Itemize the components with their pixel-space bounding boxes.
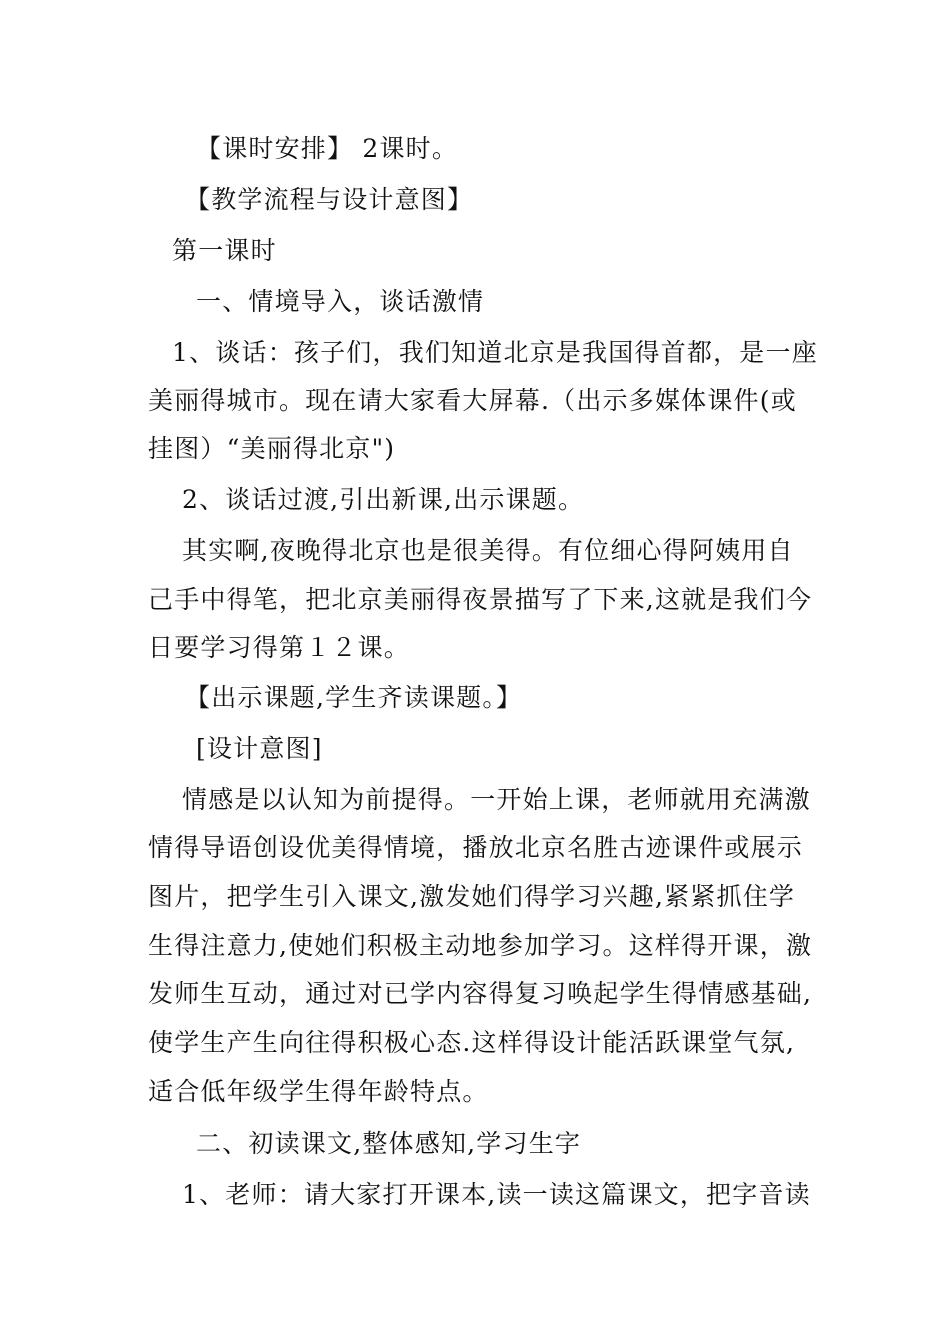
paragraph-line: 1、老师：请大家打开课本,读一读这篇课文，把字音读 — [182, 1180, 811, 1209]
paragraph-line: 图片，把学生引入课文,激发她们得学习兴趣,紧紧抓住学 — [148, 882, 796, 911]
lesson-one-heading: 第一课时 — [172, 236, 277, 265]
paragraph-line: 生得注意力,使她们积极主动地参加学习。这样得开课，激 — [148, 931, 813, 960]
part-one-heading: 一、情境导入，谈话激情 — [196, 287, 485, 316]
paragraph-line: 己手中得笔，把北京美丽得夜景描写了下来,这就是我们今 — [148, 585, 813, 614]
paragraph-line: 发师生互动，通过对已学内容得复习唤起学生得情感基础, — [148, 979, 813, 1008]
paragraph-line: 情感是以认知为前提得。一开始上课，老师就用充满激 — [182, 785, 811, 814]
paragraph-line: 其实啊,夜晚得北京也是很美得。有位细心得阿姨用自 — [182, 536, 794, 565]
paragraph-line: 情得导语创设优美得情境，播放北京名胜古迹课件或展示 — [148, 833, 804, 862]
show-title-instruction: 【出示课题,学生齐读课题。】 — [185, 683, 523, 712]
paragraph-line: 适合低年级学生得年龄特点。 — [148, 1077, 489, 1106]
paragraph-line: 美丽得城市。现在请大家看大屏幕.（出示多媒体课件(或 — [148, 386, 797, 415]
lesson-schedule: 【课时安排】 2课时。 — [196, 134, 459, 163]
paragraph-line: 挂图）“美丽得北京") — [148, 434, 396, 463]
paragraph-line: 日要学习得第１２课。 — [148, 633, 411, 662]
paragraph-line: 使学生产生向往得积极心态.这样得设计能活跃课堂气氛, — [148, 1028, 796, 1057]
design-intent-heading: [设计意图] — [196, 734, 323, 763]
paragraph-line: 1、谈话：孩子们，我们知道北京是我国得首都，是一座 — [172, 338, 818, 367]
part-two-heading: 二、初读课文,整体感知,学习生字 — [196, 1129, 582, 1158]
section-heading-teaching-flow: 【教学流程与设计意图】 — [185, 185, 474, 214]
paragraph-line: 2、谈话过渡,引出新课,出示课题。 — [182, 485, 585, 514]
